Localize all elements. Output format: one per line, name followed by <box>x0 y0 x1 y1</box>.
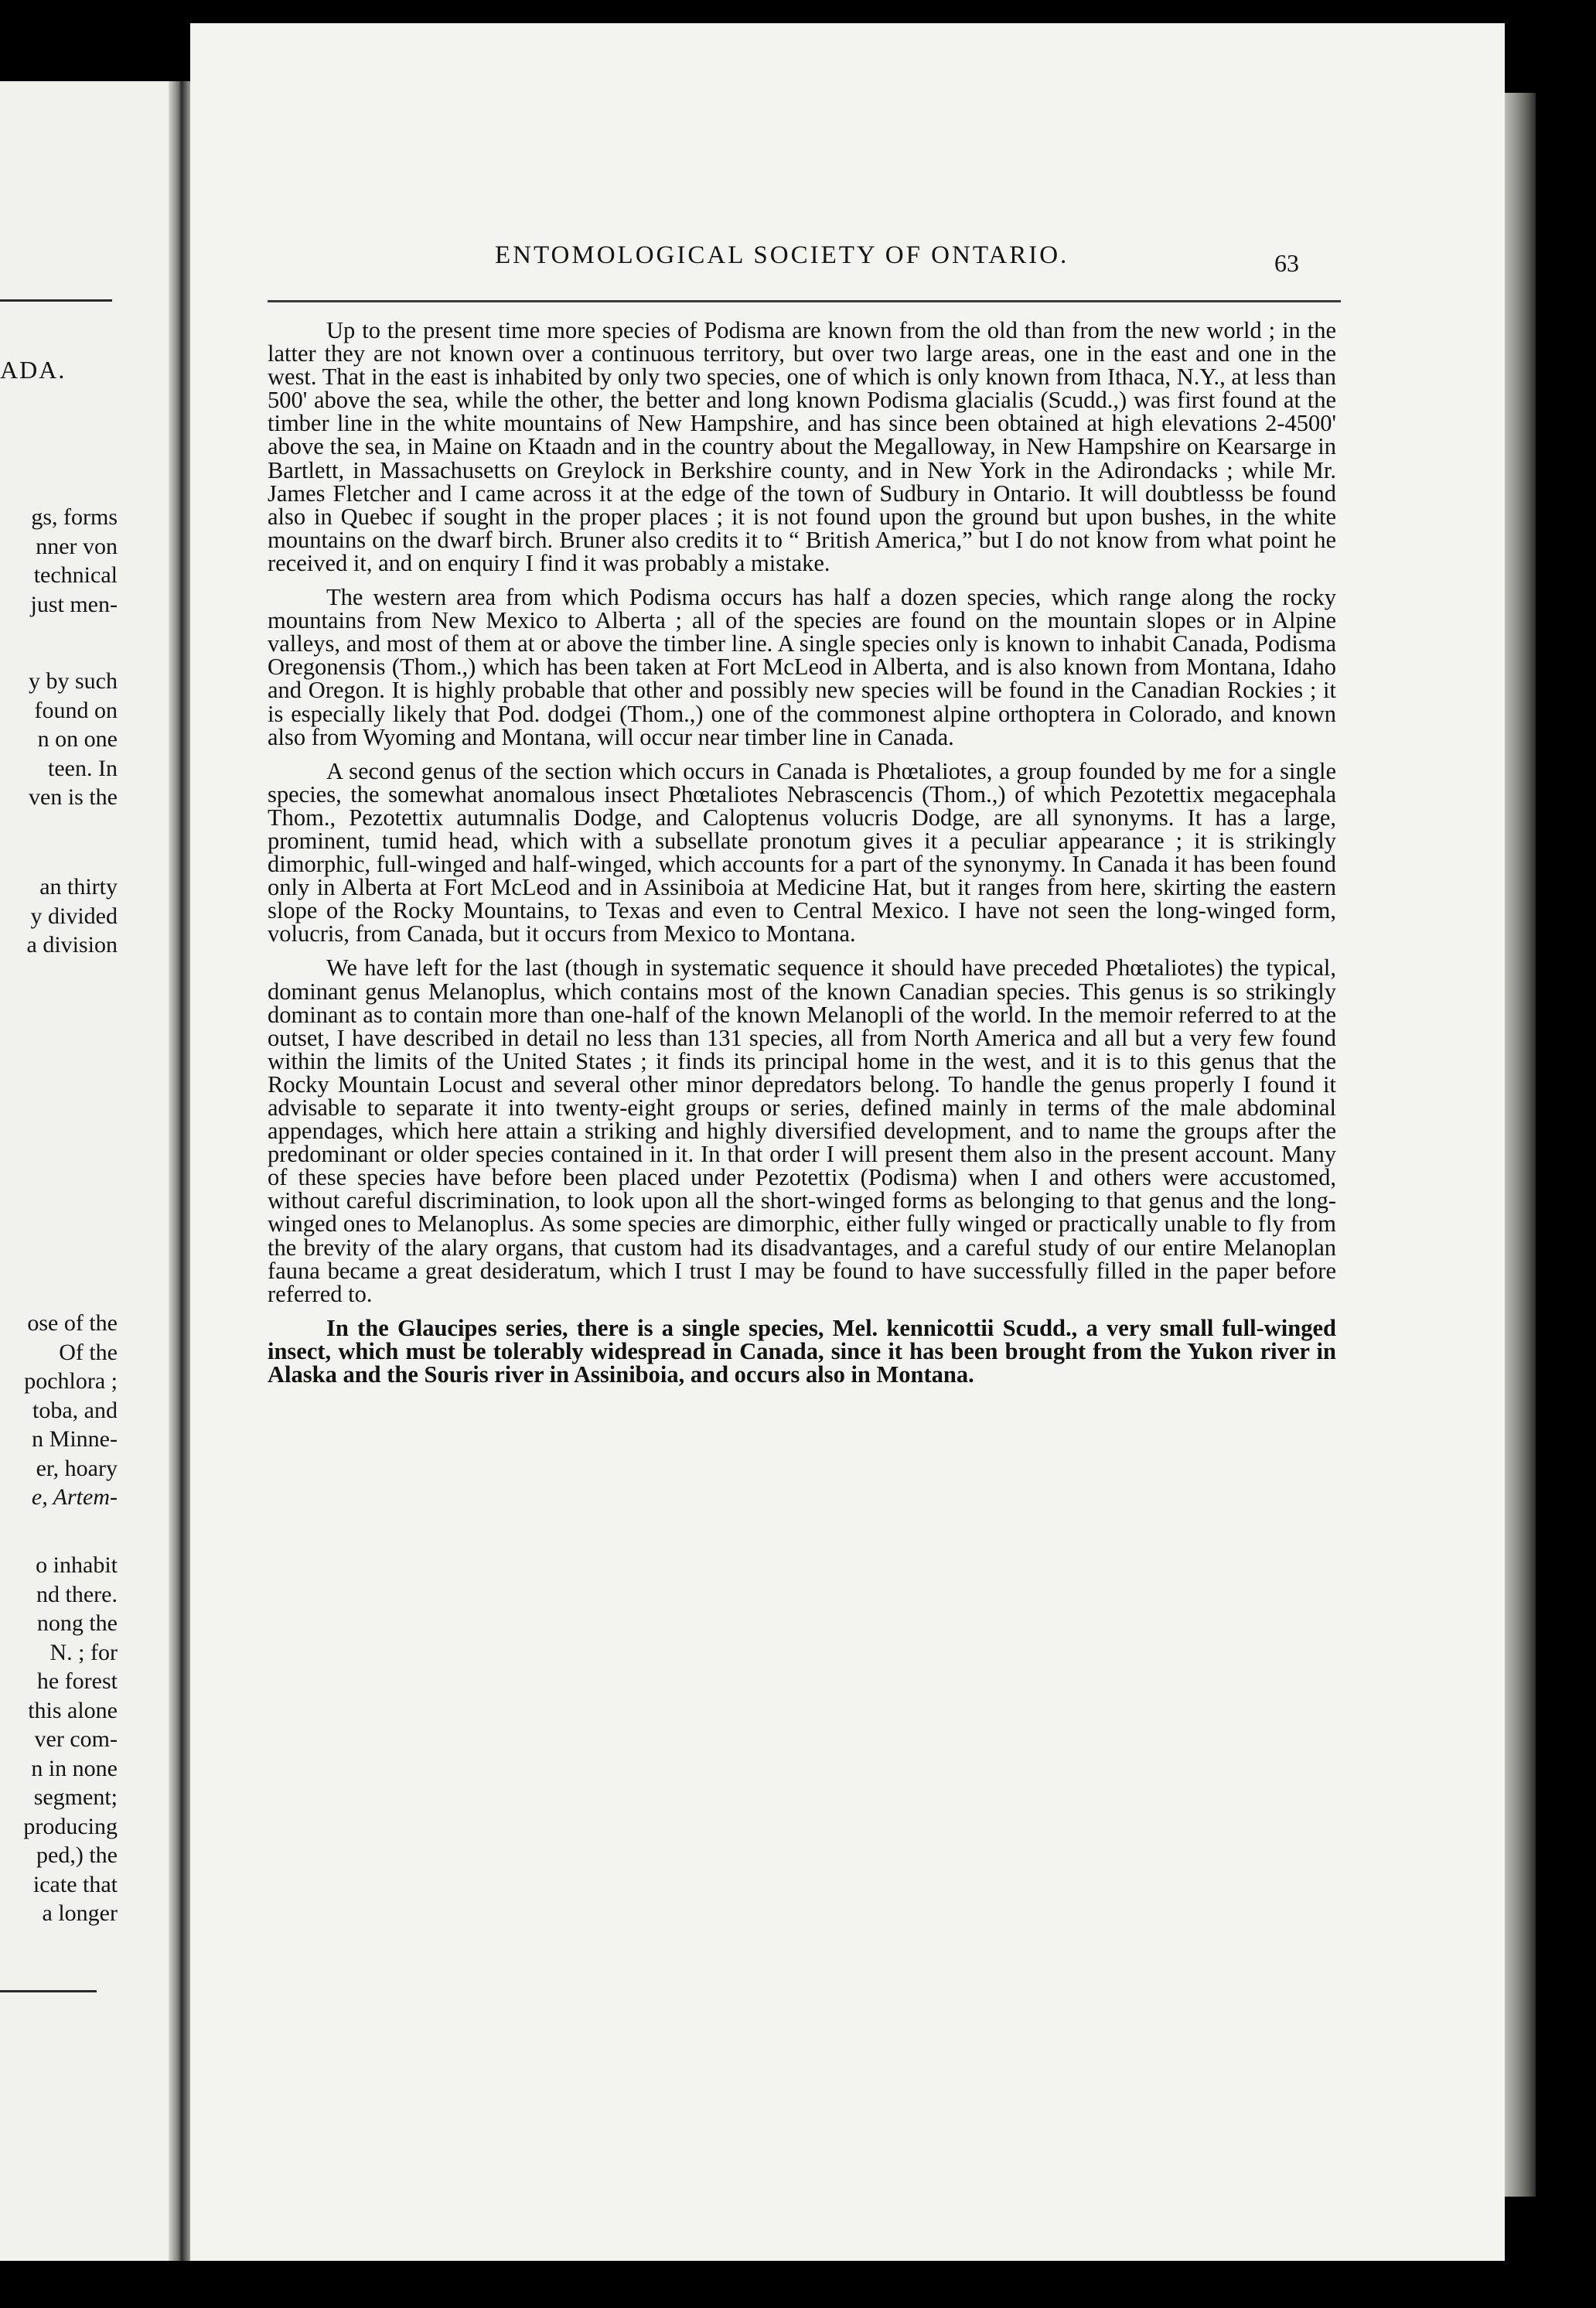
left-text-block-5 <box>23 1551 118 1928</box>
left-line: ver com- <box>34 1726 118 1752</box>
left-text-block-4 <box>24 1309 118 1512</box>
left-line: this alone <box>28 1697 118 1723</box>
paragraph-podisma-east: Up to the present time more species of Podisma are known from the old than from the new world ; in the latter they are not known over a continuous territory, but over two large areas, one in the east and one in the west. That in the east is inhabited by only two species, one of which is only known from Ithaca, N.Y., at less than 500' above the sea, while the other, the better and long known Podisma glacialis (Scudd.,) was first found at the timber line in the white mountains of New Hampshire, and has since been obtained at high elevations 2-4500' above the sea, in Maine on Ktaadn and in the country about the Megalloway, in New Hampshire on Kearsarge in Bartlett, in Massachusetts on Greylock in Berkshire county, and in New York in the Adirondacks ; while Mr. James Fletcher and I came across it at the edge of the town of Sudbury in Ontario. It will doubtlesss be found also in Quebec if sought in the proper places ; it is not found upon the ground but upon bushes, in the white mountains on the dwarf birch. Bruner also credits it to “ British America,” but I do not know from what point he received it, and on enquiry I find it was probably a mistake. <box>268 317 1336 576</box>
left-text-block-3 <box>27 872 118 960</box>
paragraph-glaucipes-series: In the Glaucipes series, there is a single species, Mel. kennicottii Scudd., a very small full-winged insect, which must be tolerably widespread in Canada, since it has been brought from the Yukon river in Alaska and the Souris river in Assiniboia, and occurs also in Montana. <box>268 1314 1336 1388</box>
paragraph-melanoplus: We have left for the last (though in systematic sequence it should have preceded Phœtaliotes) the typical, dominant genus Melanoplus, which contains most of the known Canadian species. This genus is so strikingly dominant as to contain more than one-half of the known Melanopli of the world. In the memoir referred to at the outset, I have described in detail no less than 131 species, all from North America and all but a very few found within the limits of the United States ; it finds its principal home in the west, and it is to this genus that the Rocky Mountain Locust and several other minor depredators belong. To handle the genus properly I found it advisable to separate it into twenty-eight groups or series, defined mainly in terms of the male abdominal appendages, which here attain a striking and highly diversified development, and to name the groups after the predominant or older species contained in it. In that order I will present them also in the present account. Many of these species have before been placed under Pezotettix (Podisma) when I and others were accustomed, without careful discrimination, to look upon all the short-winged forms as belonging to that genus and the long-winged ones to Melanoplus. As some species are dimorphic, either fully winged or practically unable to fly from the brevity of the alary organs, that custom had its disadvantages, and a careful study of our entire Melanoplan fauna became a great desideratum, which I trust I may be found to have successfully filled in the paper before referred to. <box>268 954 1336 1307</box>
left-top-rule <box>0 299 112 302</box>
article-body <box>268 319 1336 1397</box>
left-line: Of the <box>59 1339 118 1365</box>
left-line: found on <box>34 697 118 723</box>
left-line: he forest <box>36 1668 118 1694</box>
left-line: just men- <box>30 591 118 617</box>
left-line: pochlora ; <box>24 1368 118 1394</box>
left-line: teen. In <box>48 755 118 781</box>
left-line: nner von <box>36 533 118 559</box>
left-line: technical <box>33 562 118 588</box>
left-line: segment; <box>33 1784 118 1810</box>
left-line: gs, forms <box>31 504 118 530</box>
paragraph-podisma-west: The western area from which Podisma occurs has half a dozen species, which range along the rocky mountains from New Mexico to Alberta ; all of the species are found on the mountain slopes or in Alpine valleys, and most of them at or above the timber line. A single species only is known to inhabit Canada, Podisma Oregonensis (Thom.,) which has been taken at Fort McLeod in Alberta, and is also known from Montana, Idaho and Oregon. It is highly probable that other and possibly new species will be found in the Canadian Rockies ; it is especially likely that Pod. dodgei (Thom.,) one of the commonest alpine orthoptera in Colorado, and known also from Wyoming and Montana, will occur near timber line in Canada. <box>268 584 1336 750</box>
left-line: nd there. <box>36 1581 118 1607</box>
left-line: n in none <box>31 1755 118 1781</box>
header-rule <box>268 300 1341 302</box>
left-line: icate that <box>32 1871 118 1897</box>
page-edge-stack <box>1505 93 1536 2197</box>
left-line: e, Artem- <box>31 1484 118 1510</box>
left-text-block-2 <box>29 667 118 812</box>
left-line: ose of the <box>27 1310 118 1336</box>
left-text-block-1 <box>31 503 118 619</box>
left-line: n Minne- <box>32 1426 118 1452</box>
left-line: N. ; for <box>49 1639 118 1665</box>
left-line: n on one <box>37 726 118 752</box>
left-line: producing <box>23 1813 118 1839</box>
left-line: y by such <box>29 668 118 694</box>
left-line: an thirty <box>39 874 118 900</box>
running-head: ENTOMOLOGICAL SOCIETY OF ONTARIO. <box>495 241 1069 269</box>
left-line: toba, and <box>32 1397 118 1423</box>
left-line: ped,) the <box>36 1842 118 1868</box>
paragraph-phoetaliotes: A second genus of the section which occurs in Canada is Phœtaliotes, a group founded by me for a single species, the somewhat anomalous insect Phœtaliotes Nebrascencis (Thom.,) of which Pezotettix megacephala Thom., Pezotettix autumnalis Dodge, and Caloptenus volucris Dodge, are all synonyms. It has a large, prominent, tumid head, which with a subsellate pronotum gives it a peculiar appearance ; it is strikingly dimorphic, full-winged and half-winged, which accounts for a part of the synonymy. In Canada it has been found only in Alberta at Fort McLeod and in Assiniboia at Medicine Hat, but it ranges from here, skirting the eastern slope of the Rocky Mountains, to Texas and even to Central Mexico. I have not seen the long-winged form, volucris, from Canada, but it occurs from Mexico to Montana. <box>268 757 1336 947</box>
left-line: y divided <box>30 903 118 929</box>
left-line: o inhabit <box>36 1552 118 1578</box>
book-gutter <box>169 81 190 2261</box>
left-heading-fragment: ADA. <box>0 356 66 384</box>
left-partial-page <box>0 81 169 2261</box>
left-line: ven is the <box>29 784 118 810</box>
left-line: a longer <box>42 1900 118 1926</box>
page-number: 63 <box>1274 249 1299 277</box>
left-line: er, hoary <box>36 1455 118 1481</box>
left-bottom-rule <box>0 1990 97 1992</box>
left-line: a division <box>26 932 118 958</box>
left-line: nong the <box>36 1610 118 1636</box>
